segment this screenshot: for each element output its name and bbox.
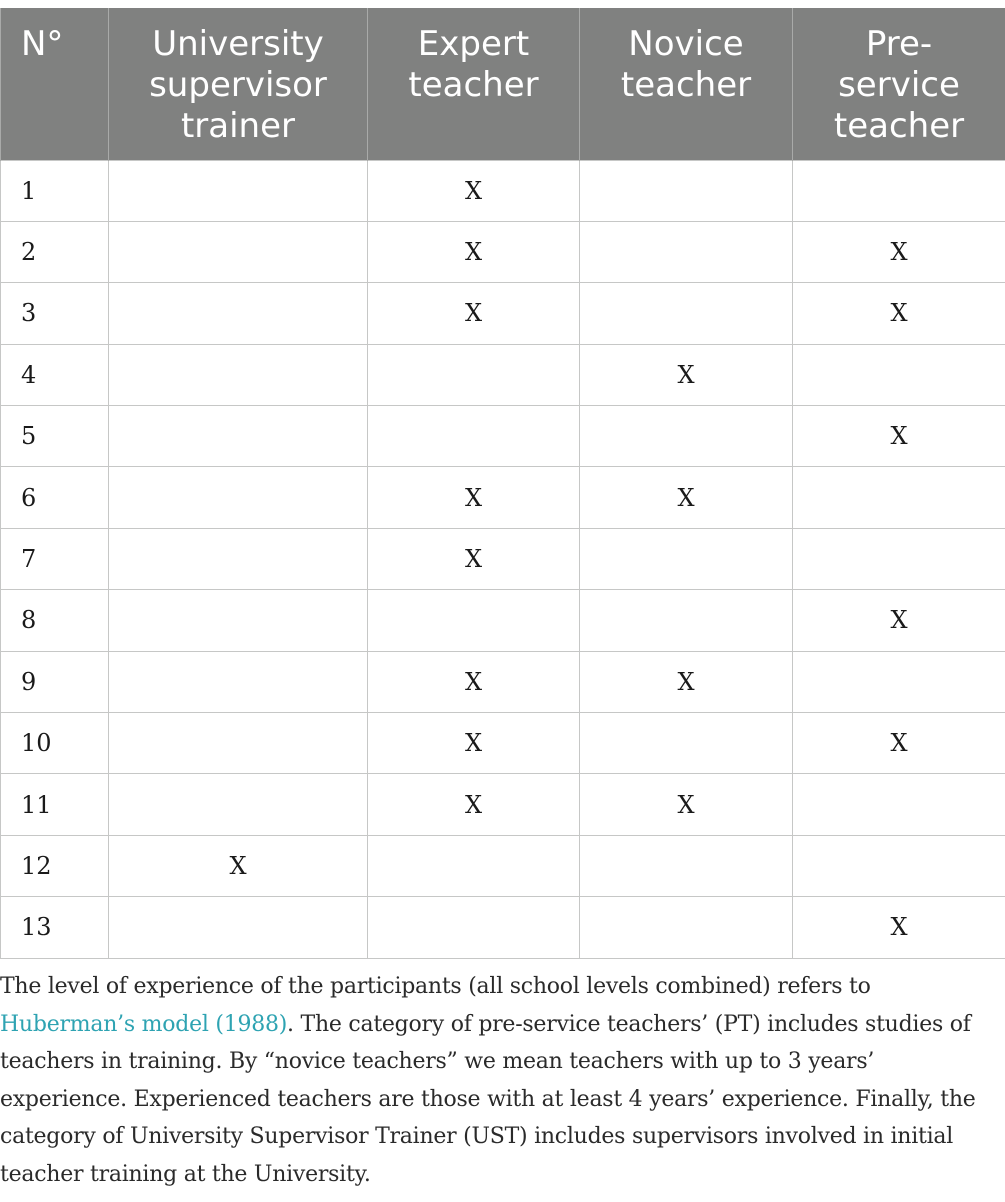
expert-teacher-cell: X	[368, 283, 580, 344]
pre-service-teacher-cell: X	[793, 590, 1005, 651]
university-supervisor-trainer-cell	[109, 160, 368, 221]
university-supervisor-trainer-cell: X	[109, 835, 368, 896]
row-number-cell: 2	[1, 221, 109, 282]
expert-teacher-cell: X	[368, 651, 580, 712]
novice-teacher-cell	[580, 160, 793, 221]
university-supervisor-trainer-cell	[109, 283, 368, 344]
university-supervisor-trainer-cell	[109, 897, 368, 958]
novice-teacher-cell	[580, 406, 793, 467]
header-pre-service-teacher	[793, 8, 1005, 160]
footnote-text-before: The level of experience of the participants (all school levels combined) refers to	[0, 974, 871, 999]
header-line: Pre-	[865, 24, 933, 64]
expert-teacher-cell	[368, 835, 580, 896]
novice-teacher-cell: X	[580, 344, 793, 405]
table-row	[1, 221, 1005, 282]
university-supervisor-trainer-cell	[109, 221, 368, 282]
novice-teacher-cell: X	[580, 774, 793, 835]
pre-service-teacher-cell: X	[793, 897, 1005, 958]
row-number-cell: 12	[1, 835, 109, 896]
table-row	[1, 897, 1005, 958]
expert-teacher-cell: X	[368, 774, 580, 835]
table-row	[1, 590, 1005, 651]
pre-service-teacher-cell	[793, 774, 1005, 835]
expert-teacher-cell	[368, 897, 580, 958]
header-line: Novice	[628, 24, 744, 64]
novice-teacher-cell	[580, 283, 793, 344]
table-row	[1, 467, 1005, 528]
row-number-cell: 11	[1, 774, 109, 835]
university-supervisor-trainer-cell	[109, 344, 368, 405]
pre-service-teacher-cell	[793, 344, 1005, 405]
header-row	[1, 8, 1005, 160]
expert-teacher-cell	[368, 344, 580, 405]
table-header	[1, 8, 1005, 160]
header-line: teacher	[833, 106, 965, 146]
row-number-cell: 6	[1, 467, 109, 528]
pre-service-teacher-cell	[793, 835, 1005, 896]
novice-teacher-cell	[580, 835, 793, 896]
university-supervisor-trainer-cell	[109, 713, 368, 774]
row-number-cell: 1	[1, 160, 109, 221]
footnote-text-after: . The category of pre-service teachers’ (PT) includes studies of teachers in training. By “novice teachers” we mean teachers with up to 3 years’ experience. Experienced teachers are those with at least 4 years’ experience. Finally, the category of University Supervisor Trainer (UST) includes supervisors involved in initial teacher training at the University.	[0, 1011, 976, 1187]
table-row	[1, 344, 1005, 405]
novice-teacher-cell	[580, 897, 793, 958]
table-row	[1, 713, 1005, 774]
row-number-cell: 7	[1, 528, 109, 589]
university-supervisor-trainer-cell	[109, 467, 368, 528]
novice-teacher-cell	[580, 713, 793, 774]
pre-service-teacher-cell	[793, 160, 1005, 221]
novice-teacher-cell	[580, 590, 793, 651]
header-line: teacher	[408, 65, 539, 105]
citation-link[interactable]: Huberman’s model (1988)	[0, 1011, 288, 1037]
header-line: teacher	[620, 65, 752, 105]
university-supervisor-trainer-cell	[109, 651, 368, 712]
novice-teacher-cell	[580, 221, 793, 282]
row-number-cell: 10	[1, 713, 109, 774]
participants-table	[0, 8, 1005, 959]
novice-teacher-cell	[580, 528, 793, 589]
expert-teacher-cell: X	[368, 713, 580, 774]
pre-service-teacher-cell	[793, 651, 1005, 712]
header-line: service	[838, 65, 960, 105]
table-row	[1, 651, 1005, 712]
header-expert-teacher	[368, 8, 580, 160]
table-footnote	[0, 968, 1000, 1193]
table-row	[1, 528, 1005, 589]
row-number-cell: 8	[1, 590, 109, 651]
expert-teacher-cell: X	[368, 528, 580, 589]
header-number	[1, 8, 109, 160]
header-line: Expert	[417, 24, 530, 64]
pre-service-teacher-cell: X	[793, 713, 1005, 774]
table-body	[1, 160, 1005, 958]
pre-service-teacher-cell: X	[793, 221, 1005, 282]
pre-service-teacher-cell: X	[793, 406, 1005, 467]
pre-service-teacher-cell: X	[793, 283, 1005, 344]
expert-teacher-cell: X	[368, 221, 580, 282]
expert-teacher-cell	[368, 406, 580, 467]
header-line: trainer	[180, 106, 296, 146]
university-supervisor-trainer-cell	[109, 774, 368, 835]
expert-teacher-cell	[368, 590, 580, 651]
expert-teacher-cell: X	[368, 160, 580, 221]
row-number-cell: 13	[1, 897, 109, 958]
university-supervisor-trainer-cell	[109, 406, 368, 467]
header-line: University	[152, 24, 324, 64]
header-line: N°	[21, 24, 64, 64]
university-supervisor-trainer-cell	[109, 590, 368, 651]
row-number-cell: 9	[1, 651, 109, 712]
university-supervisor-trainer-cell	[109, 528, 368, 589]
table-row	[1, 835, 1005, 896]
table-row	[1, 406, 1005, 467]
pre-service-teacher-cell	[793, 528, 1005, 589]
expert-teacher-cell: X	[368, 467, 580, 528]
novice-teacher-cell: X	[580, 467, 793, 528]
table-row	[1, 283, 1005, 344]
row-number-cell: 5	[1, 406, 109, 467]
row-number-cell: 3	[1, 283, 109, 344]
table-row	[1, 774, 1005, 835]
header-novice-teacher	[580, 8, 793, 160]
novice-teacher-cell: X	[580, 651, 793, 712]
table-row	[1, 160, 1005, 221]
header-university-supervisor-trainer	[109, 8, 368, 160]
header-line: supervisor	[149, 65, 327, 105]
row-number-cell: 4	[1, 344, 109, 405]
pre-service-teacher-cell	[793, 467, 1005, 528]
